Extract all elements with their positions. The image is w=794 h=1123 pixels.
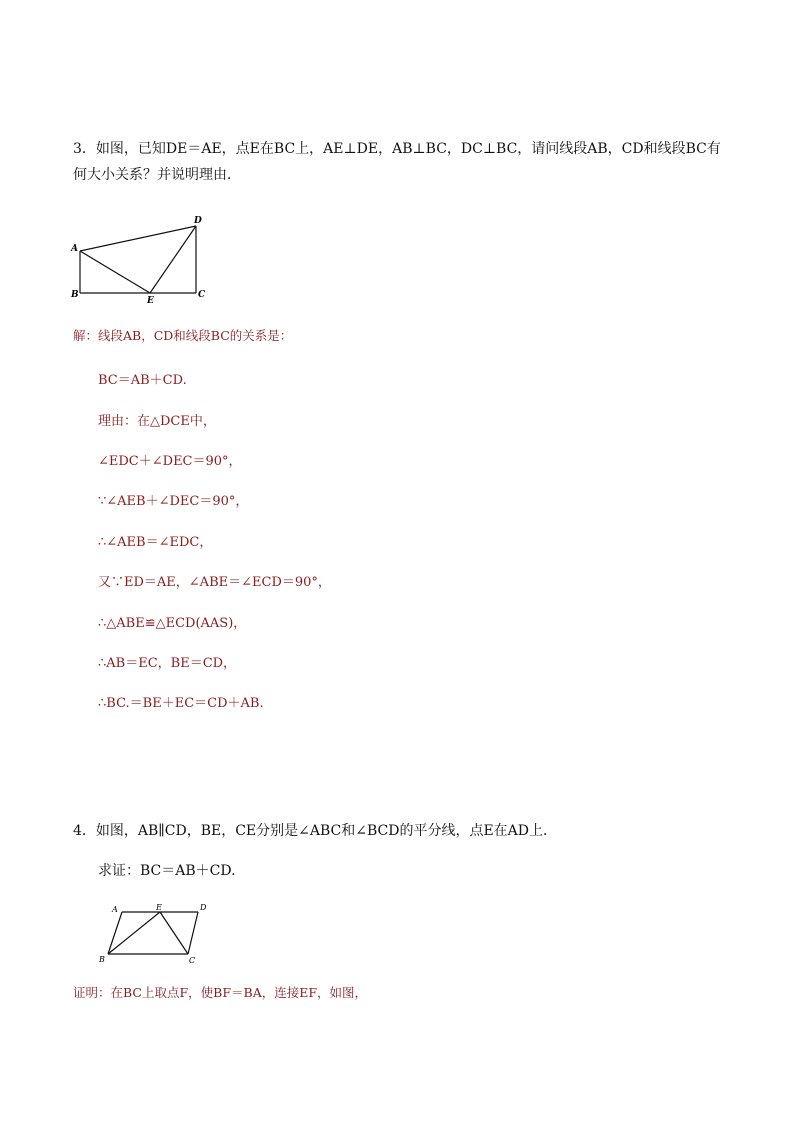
question-4-text: 4．如图，AB∥CD，BE，CE分别是∠ABC和∠BCD的平分线，点E在AD上．: [73, 823, 558, 839]
figure-3: [68, 212, 218, 307]
fig4-label-e: E: [156, 903, 162, 912]
solution-3-line: ∠EDC＋∠DEC＝90°，: [98, 454, 242, 469]
fig4-label-b: B: [99, 955, 105, 964]
fig3-label-a: A: [71, 244, 78, 254]
fig3-label-c: C: [198, 290, 206, 300]
fig4-label-d: D: [200, 903, 207, 912]
solution-3-line: BC＝AB＋CD.: [98, 373, 187, 388]
solution-3-line: ∴△ABE≌△ECD(AAS)，: [98, 616, 247, 631]
solution-3-line: 理由：在△DCE中，: [98, 414, 216, 429]
figure-4: [96, 900, 216, 968]
solution-3-heading: 解：线段AB，CD和线段BC的关系是：: [73, 328, 293, 343]
solution-3-line: ∴BC.＝BE＋EC＝CD＋AB.: [98, 696, 264, 711]
fig4-label-c: C: [189, 956, 196, 965]
fig4-label-a: A: [112, 905, 118, 914]
solution-3-line: ∴AB＝EC，BE＝CD，: [98, 656, 237, 671]
question-4-prove: 求证：BC＝AB＋CD.: [98, 863, 236, 879]
question-3-text: 3．如图，已知DE＝AE，点E在BC上，AE⊥DE，AB⊥BC，DC⊥BC，请问线段AB，CD和线段BC有何大小关系？并说明理由．: [73, 141, 721, 183]
fig3-label-b: B: [71, 290, 79, 300]
fig3-label-d: D: [194, 216, 202, 226]
fig3-label-e: E: [147, 296, 154, 306]
solution-3-line: ∵∠AEB＋∠DEC＝90°，: [98, 494, 249, 509]
proof-4-heading: 证明：在BC上取点F，使BF＝BA，连接EF，如图，: [73, 985, 368, 1000]
solution-3-line: 又∵ED＝AE，∠ABE＝∠ECD＝90°，: [98, 575, 331, 590]
solution-3-line: ∴∠AEB＝∠EDC，: [98, 535, 213, 550]
